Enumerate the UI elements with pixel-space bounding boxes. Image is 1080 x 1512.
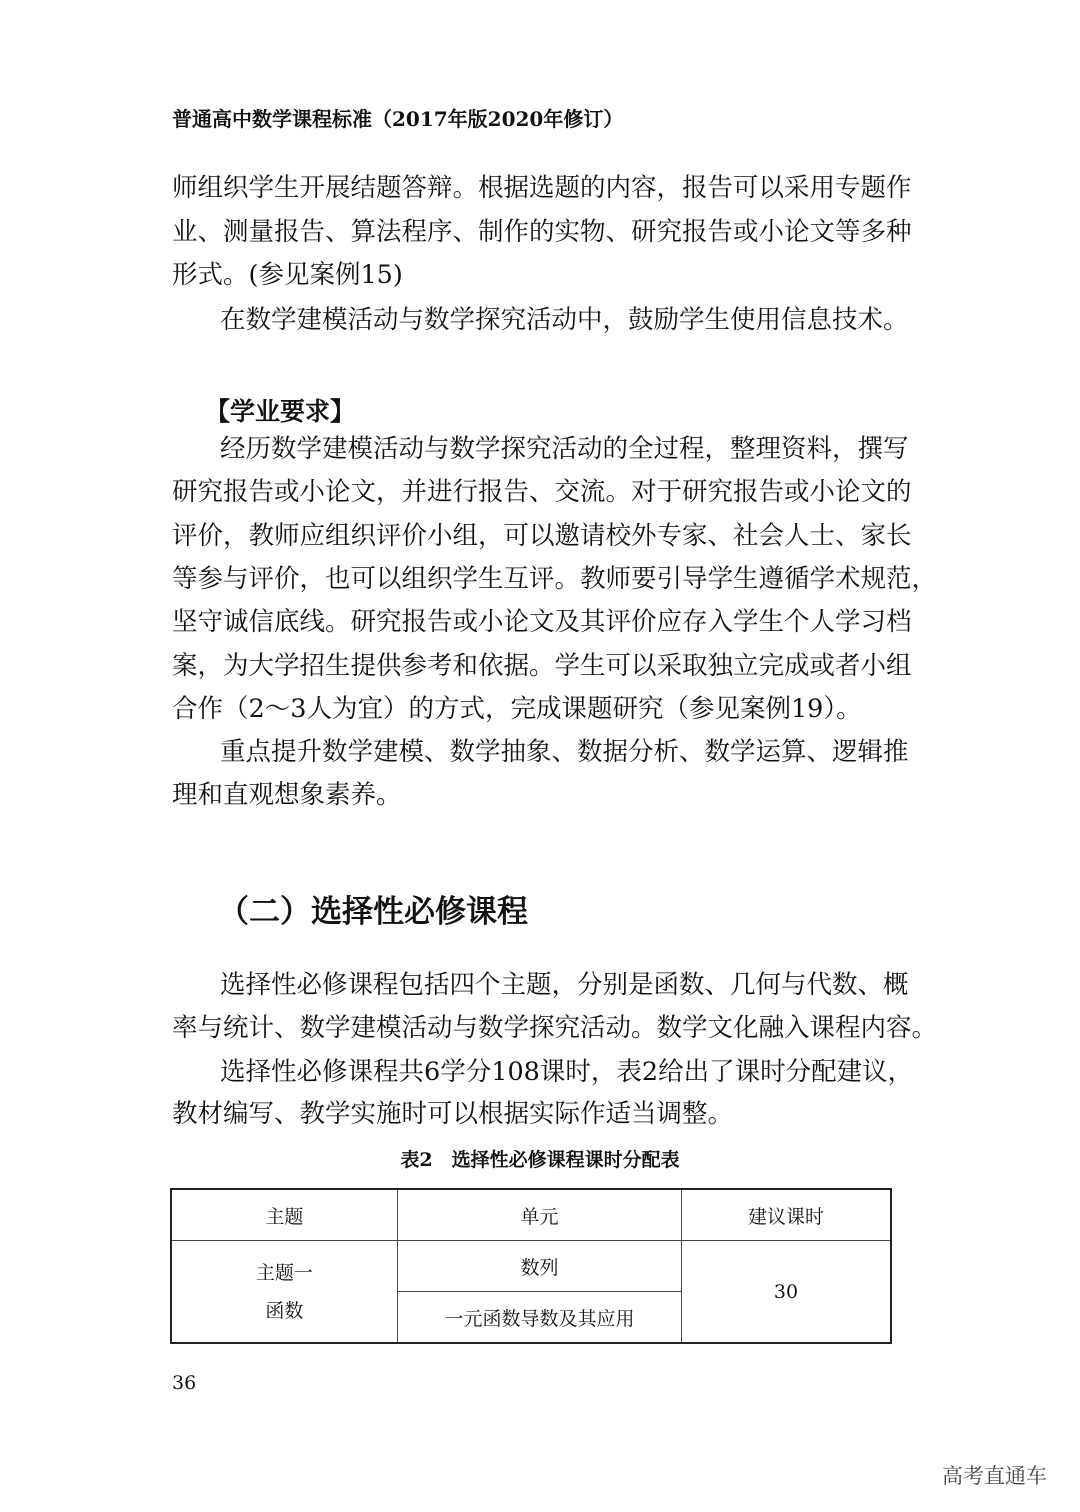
text-line: 案，为大学招生提供参考和依据。学生可以采取独立完成或者小组: [172, 651, 912, 681]
text-line: 率与统计、数学建模活动与数学探究活动。数学文化融入课程内容。: [172, 1013, 938, 1043]
text-line: 教材编写、教学实施时可以根据实际作适当调整。: [172, 1099, 734, 1129]
text-line: 业、测量报告、算法程序、制作的实物、研究报告或小论文等多种: [172, 217, 912, 247]
text-line: 师组织学生开展结题答辩。根据选题的内容，报告可以采用专题作: [172, 173, 912, 203]
theme-label: 主题一: [255, 1261, 313, 1284]
unit-cell: 数列: [397, 1241, 681, 1292]
table-caption: 表2 选择性必修课程课时分配表: [400, 1149, 680, 1171]
table-header-row: [171, 1189, 891, 1241]
text-line: 评价，教师应组织评价小组，可以邀请校外专家、社会人士、家长: [172, 521, 912, 551]
hours-cell: 30: [682, 1241, 891, 1344]
text-line: 在数学建模活动与数学探究活动中，鼓励学生使用信息技术。: [220, 305, 909, 335]
text-line: 等参与评价，也可以组织学生互评。教师要引导学生遵循学术规范，: [172, 564, 938, 594]
watermark: 高考直通车: [942, 1464, 1047, 1488]
text-line: 形式。(参见案例15): [172, 260, 403, 290]
text-line: 选择性必修课程包括四个主题，分别是函数、几何与代数、概: [220, 970, 909, 1000]
text-line: 经历数学建模活动与数学探究活动的全过程，整理资料，撰写: [220, 434, 909, 464]
header-cell: 主题: [171, 1189, 397, 1241]
unit-cell: 一元函数导数及其应用: [397, 1292, 681, 1344]
theme-cell: [171, 1241, 397, 1344]
text-line: 重点提升数学建模、数学抽象、数据分析、数学运算、逻辑推: [220, 737, 909, 767]
text-line: 理和直观想象素养。: [172, 780, 402, 810]
text-line: 研究报告或小论文，并进行报告、交流。对于研究报告或小论文的: [172, 477, 912, 507]
table-row: [171, 1241, 891, 1292]
theme-name: 函数: [265, 1299, 304, 1322]
header-cell: 建议课时: [682, 1189, 891, 1241]
header-cell: 单元: [397, 1189, 681, 1241]
hours-table: [170, 1188, 892, 1344]
subsection-heading: 【学业要求】: [205, 397, 356, 426]
text-line: 合作（2～3人为宜）的方式，完成课题研究（参见案例19）。: [172, 694, 862, 724]
text-line: 选择性必修课程共6学分108课时，表2给出了课时分配建议，: [220, 1057, 914, 1087]
section-heading: （二）选择性必修课程: [218, 894, 528, 930]
running-header: 普通高中数学课程标准（2017年版2020年修订）: [172, 107, 624, 131]
page-number: 36: [172, 1372, 197, 1394]
text-line: 坚守诚信底线。研究报告或小论文及其评价应存入学生个人学习档: [172, 607, 912, 637]
